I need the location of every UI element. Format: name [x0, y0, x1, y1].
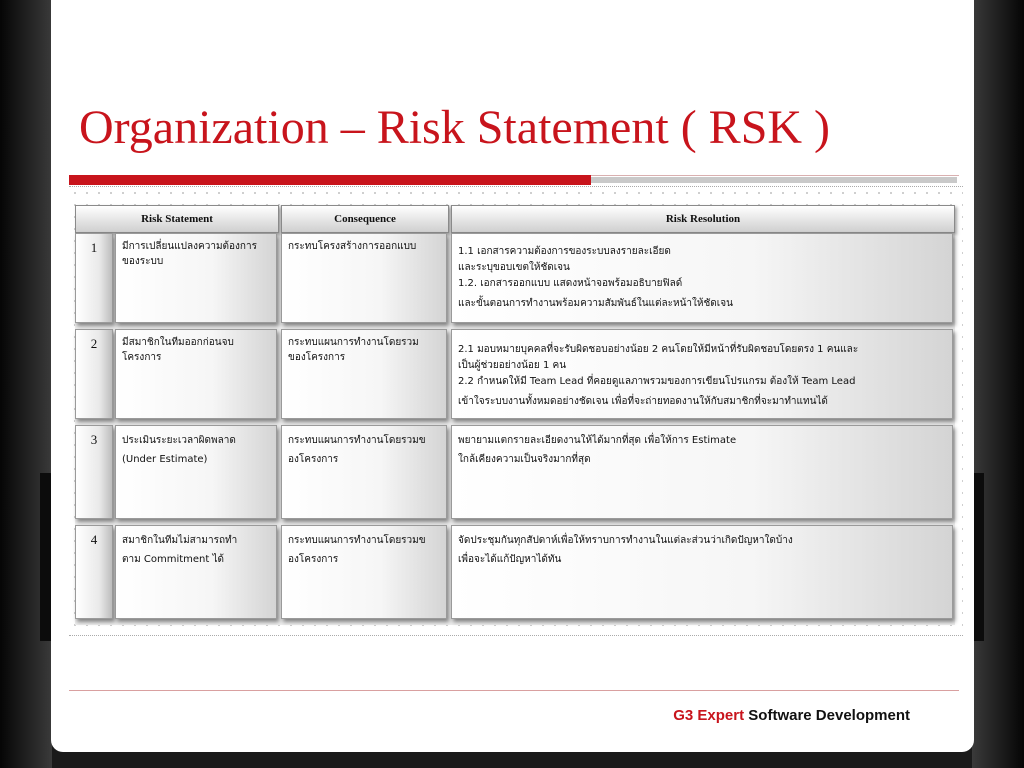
row-4-resolution-line: จัดประชุมกันทุกสัปดาห์เพื่อให้ทราบการทำงานในแต่ละส่วนว่าเกิดปัญหาใดบ้าง [458, 535, 793, 546]
row-2-resolution-line: 2.2 กำหนดให้มี Team Lead ที่คอยดูแลภาพรวมของการเขียนโปรแกรม ต้องให้ Team Lead [458, 376, 856, 387]
row-3-statement-line: (Under Estimate) [122, 454, 208, 465]
row-3-statement-line: ประเมินระยะเวลาผิดพลาด [122, 435, 236, 446]
row-4-consequence-line: องโครงการ [288, 554, 339, 565]
row-2-risk-resolution [451, 329, 953, 419]
risk-table [75, 205, 955, 625]
row-3-risk-resolution [451, 425, 953, 519]
header-risk-resolution: Risk Resolution [451, 205, 955, 233]
footer-text: Software Development [748, 707, 910, 724]
title-rule-grey [591, 177, 957, 183]
footer-rule [69, 690, 959, 691]
row-3-resolution-line: พยายามแตกรายละเอียดงานให้ได้มากที่สุด เพื่อให้การ Estimate [458, 435, 737, 446]
row-2-statement-line: โครงการ [122, 352, 162, 363]
row-2-risk-statement [115, 329, 277, 419]
frame-left [0, 0, 52, 768]
row-2-statement-line: มีสมาชิกในทีมออกก่อนจบ [122, 337, 234, 348]
header-consequence: Consequence [281, 205, 449, 233]
row-3-consequence-line: องโครงการ [288, 454, 339, 465]
slide-title: Organization – Risk Statement ( RSK ) [79, 101, 831, 154]
footer-brand: G3 Expert [673, 707, 745, 724]
footer [673, 707, 910, 724]
row-4-risk-statement [115, 525, 277, 619]
row-4-risk-resolution [451, 525, 953, 619]
row-1-resolution-line: 1.1 เอกสารความต้องการของระบบลงรายละเอียด [458, 246, 671, 257]
row-1-statement-line: มีการเปลี่ยนแปลงความต้องการ [122, 241, 257, 252]
header-risk-statement: Risk Statement [75, 205, 279, 233]
row-1-resolution-line: และระบุขอบเขตให้ชัดเจน [458, 262, 570, 273]
row-3-resolution-line: ใกล้เคียงความเป็นจริงมากที่สุด [458, 454, 591, 465]
row-2-consequence-line: กระทบแผนการทำงานโดยรวม [288, 337, 419, 348]
row-1-risk-resolution [451, 233, 953, 323]
row-3-consequence [281, 425, 447, 519]
row-2-resolution-line: เข้าใจระบบงานทั้งหมดอย่างชัดเจน เพื่อที่จะถ่ายทอดงานให้กับสมาชิกที่จะมาทำแทนได้ [458, 396, 828, 407]
row-1-consequence [281, 233, 447, 323]
row-1-resolution-line: 1.2. เอกสารออกแบบ แสดงหน้าจอพร้อมอธิบายฟิลด์ [458, 278, 683, 289]
risk-table-area [69, 186, 963, 636]
row-3-consequence-line: กระทบแผนการทำงานโดยรวมข [288, 435, 426, 446]
row-4-statement-line: ตาม Commitment ได้ [122, 554, 225, 565]
row-1-risk-statement [115, 233, 277, 323]
row-2-resolution-line: 2.1 มอบหมายบุคคลที่จะรับผิดชอบอย่างน้อย 2 คนโดยให้มีหน้าที่รับผิดชอบโดยตรง 1 คนและ [458, 344, 859, 355]
row-1-statement-line: ของระบบ [122, 256, 164, 267]
row-1-number: 1 [75, 233, 113, 323]
row-2-consequence [281, 329, 447, 419]
row-1-resolution-line: และขั้นตอนการทำงานพร้อมความสัมพันธ์ในแต่ละหน้าให้ชัดเจน [458, 298, 733, 309]
row-4-resolution-line: เพื่อจะได้แก้ปัญหาได้ทัน [458, 554, 562, 565]
row-1-consequence-line: กระทบโครงสร้างการออกแบบ [288, 241, 417, 252]
row-3-risk-statement [115, 425, 277, 519]
row-2-consequence-line: ของโครงการ [288, 352, 346, 363]
row-4-consequence-line: กระทบแผนการทำงานโดยรวมข [288, 535, 426, 546]
row-3-number: 3 [75, 425, 113, 519]
row-2-number: 2 [75, 329, 113, 419]
frame-right [972, 0, 1024, 768]
row-2-resolution-line: เป็นผู้ช่วยอย่างน้อย 1 คน [458, 360, 567, 371]
row-4-statement-line: สมาชิกในทีมไม่สามารถทำ [122, 535, 238, 546]
slide [51, 0, 974, 752]
row-4-number: 4 [75, 525, 113, 619]
title-rule-red [69, 175, 591, 185]
row-4-consequence [281, 525, 447, 619]
